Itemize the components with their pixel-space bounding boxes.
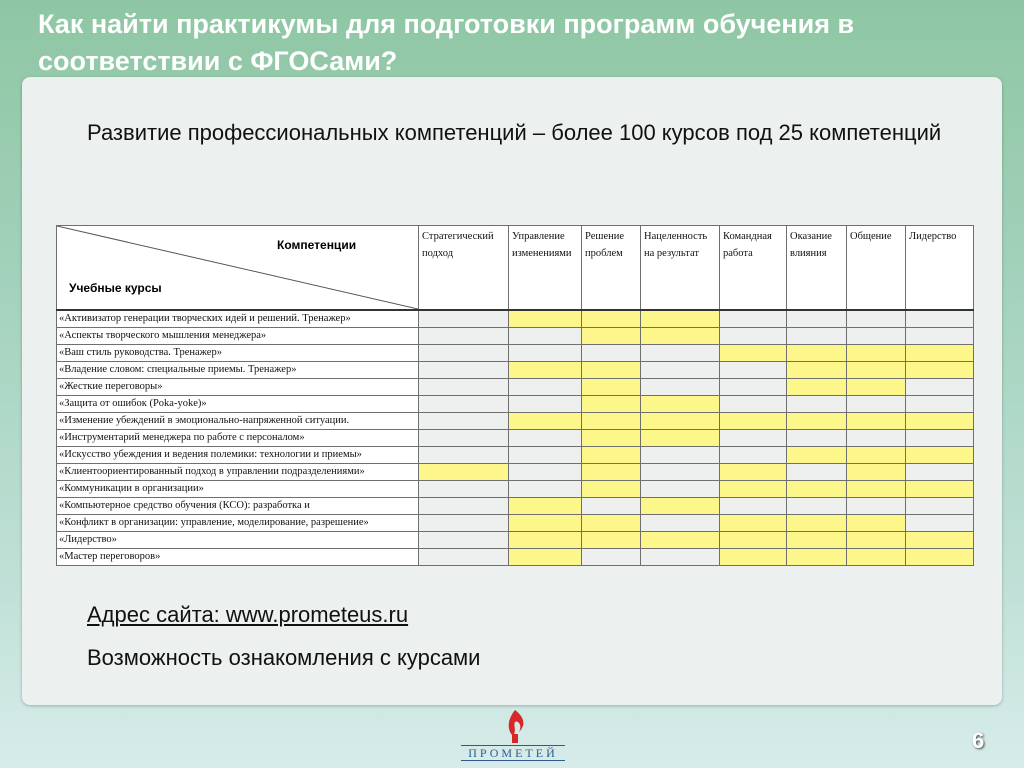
competency-empty-cell [906, 379, 974, 396]
competency-marked-cell [509, 532, 582, 549]
table-row [57, 310, 974, 328]
competency-empty-cell [720, 430, 787, 447]
competency-marked-cell [582, 515, 641, 532]
table-row [57, 498, 974, 515]
diagonal-divider [57, 226, 418, 309]
competency-marked-cell [906, 481, 974, 498]
competency-empty-cell [720, 379, 787, 396]
competency-marked-cell [641, 498, 720, 515]
competency-empty-cell [906, 396, 974, 413]
table-row [57, 532, 974, 549]
competency-empty-cell [419, 481, 509, 498]
competency-empty-cell [847, 430, 906, 447]
competency-matrix-table [56, 225, 974, 566]
table-row [57, 464, 974, 481]
competency-empty-cell [509, 447, 582, 464]
competency-empty-cell [787, 310, 847, 328]
competency-empty-cell [509, 481, 582, 498]
table-body [57, 310, 974, 566]
table-row [57, 481, 974, 498]
competency-empty-cell [720, 362, 787, 379]
competency-marked-cell [906, 413, 974, 430]
competency-empty-cell [419, 310, 509, 328]
competency-empty-cell [906, 430, 974, 447]
competency-empty-cell [847, 396, 906, 413]
competency-empty-cell [787, 430, 847, 447]
access-text: Возможность ознакомления с курсами [87, 645, 481, 670]
competency-marked-cell [720, 345, 787, 362]
course-name-cell: «Лидерство» [57, 532, 419, 549]
competency-empty-cell [720, 328, 787, 345]
column-header: Управление изменениями [509, 226, 582, 311]
course-name-cell: «Изменение убеждений в эмоционально-напряженной ситуации. [57, 413, 419, 430]
competency-empty-cell [720, 310, 787, 328]
competency-empty-cell [641, 345, 720, 362]
competency-marked-cell [787, 515, 847, 532]
competency-marked-cell [582, 481, 641, 498]
competency-empty-cell [419, 379, 509, 396]
slide-title: Как найти практикумы для подготовки программ обучения в соответствии с ФГОСами? [38, 9, 855, 76]
competency-empty-cell [720, 396, 787, 413]
competency-marked-cell [720, 515, 787, 532]
page-number: 6 [972, 728, 985, 753]
competency-empty-cell [419, 430, 509, 447]
competency-marked-cell [641, 430, 720, 447]
competency-empty-cell [509, 345, 582, 362]
column-header: Стратегический подход [419, 226, 509, 311]
competency-empty-cell [641, 481, 720, 498]
table-row [57, 379, 974, 396]
competency-empty-cell [419, 498, 509, 515]
competency-empty-cell [509, 396, 582, 413]
course-name-cell: «Конфликт в организации: управление, моделирование, разрешение» [57, 515, 419, 532]
flame-icon [501, 708, 529, 744]
table-row [57, 447, 974, 464]
competency-marked-cell [720, 549, 787, 566]
competency-marked-cell [847, 515, 906, 532]
competency-marked-cell [787, 481, 847, 498]
competency-empty-cell [906, 464, 974, 481]
competency-marked-cell [847, 413, 906, 430]
competency-marked-cell [582, 413, 641, 430]
competency-empty-cell [641, 549, 720, 566]
competency-marked-cell [847, 379, 906, 396]
competency-empty-cell [787, 396, 847, 413]
course-name-cell: «Жесткие переговоры» [57, 379, 419, 396]
competency-marked-cell [906, 362, 974, 379]
competency-empty-cell [509, 430, 582, 447]
corner-competencies-label: Компетенции [277, 238, 357, 252]
competency-empty-cell [906, 498, 974, 515]
competency-empty-cell [847, 310, 906, 328]
competency-empty-cell [419, 345, 509, 362]
competency-empty-cell [419, 549, 509, 566]
course-name-cell: «Клиентоориентированный подход в управлении подразделениями» [57, 464, 419, 481]
competency-empty-cell [509, 379, 582, 396]
table-row [57, 549, 974, 566]
competency-marked-cell [787, 532, 847, 549]
competency-marked-cell [787, 413, 847, 430]
competency-marked-cell [906, 532, 974, 549]
competency-marked-cell [582, 328, 641, 345]
column-header: Нацеленность на результат [641, 226, 720, 311]
competency-marked-cell [582, 310, 641, 328]
course-name-cell: «Владение словом: специальные приемы. Тренажер» [57, 362, 419, 379]
competency-marked-cell [720, 413, 787, 430]
table-header-row [57, 226, 974, 311]
competency-empty-cell [419, 328, 509, 345]
table-row [57, 362, 974, 379]
competency-empty-cell [509, 328, 582, 345]
competency-empty-cell [787, 498, 847, 515]
competency-empty-cell [582, 345, 641, 362]
course-name-cell: «Компьютерное средство обучения (КСО): разработка и [57, 498, 419, 515]
competency-marked-cell [582, 464, 641, 481]
course-name-cell: «Мастер переговоров» [57, 549, 419, 566]
competency-empty-cell [787, 464, 847, 481]
competency-marked-cell [641, 310, 720, 328]
competency-empty-cell [419, 447, 509, 464]
competency-empty-cell [906, 515, 974, 532]
competency-empty-cell [641, 447, 720, 464]
column-header: Решение проблем [582, 226, 641, 311]
competency-marked-cell [847, 532, 906, 549]
competency-empty-cell [641, 379, 720, 396]
course-name-cell: «Инструментарий менеджера по работе с персоналом» [57, 430, 419, 447]
corner-courses-label: Учебные курсы [69, 281, 162, 295]
competency-empty-cell [906, 310, 974, 328]
table-row [57, 345, 974, 362]
column-header: Общение [847, 226, 906, 311]
competency-marked-cell [787, 379, 847, 396]
competency-marked-cell [509, 310, 582, 328]
competency-marked-cell [787, 549, 847, 566]
competency-marked-cell [787, 447, 847, 464]
competency-marked-cell [582, 447, 641, 464]
competency-empty-cell [419, 413, 509, 430]
competency-marked-cell [582, 379, 641, 396]
content-panel [22, 77, 1002, 705]
table-row [57, 430, 974, 447]
competency-marked-cell [847, 549, 906, 566]
column-header: Командная работа [720, 226, 787, 311]
logo-text: ПРОМЕТЕЙ [461, 745, 565, 761]
competency-marked-cell [847, 447, 906, 464]
competency-empty-cell [509, 464, 582, 481]
competency-empty-cell [720, 498, 787, 515]
competency-marked-cell [720, 532, 787, 549]
column-header: Оказание влияния [787, 226, 847, 311]
course-name-cell: «Аспекты творческого мышления менеджера» [57, 328, 419, 345]
competency-marked-cell [720, 464, 787, 481]
competency-marked-cell [641, 328, 720, 345]
course-name-cell: «Активизатор генерации творческих идей и решений. Тренажер» [57, 310, 419, 328]
competency-empty-cell [582, 498, 641, 515]
competency-marked-cell [847, 345, 906, 362]
competency-marked-cell [582, 430, 641, 447]
competency-marked-cell [509, 549, 582, 566]
competency-marked-cell [847, 481, 906, 498]
competency-empty-cell [419, 362, 509, 379]
course-name-cell: «Искусство убеждения и ведения полемики: технологии и приемы» [57, 447, 419, 464]
table-corner-cell [57, 226, 419, 311]
competency-marked-cell [419, 464, 509, 481]
competency-marked-cell [582, 362, 641, 379]
competency-marked-cell [509, 362, 582, 379]
competency-marked-cell [847, 362, 906, 379]
course-name-cell: «Защита от ошибок (Poka-yoke)» [57, 396, 419, 413]
competency-empty-cell [582, 549, 641, 566]
competency-marked-cell [787, 362, 847, 379]
competency-marked-cell [641, 532, 720, 549]
competency-marked-cell [720, 481, 787, 498]
competency-marked-cell [906, 549, 974, 566]
intro-text: Развитие профессиональных компетенций – более 100 курсов под 25 компетенций [87, 120, 942, 145]
table-row [57, 396, 974, 413]
competency-marked-cell [509, 498, 582, 515]
competency-marked-cell [509, 515, 582, 532]
competency-marked-cell [509, 413, 582, 430]
competency-marked-cell [641, 413, 720, 430]
competency-empty-cell [419, 532, 509, 549]
competency-marked-cell [787, 345, 847, 362]
competency-empty-cell [419, 515, 509, 532]
competency-empty-cell [847, 328, 906, 345]
competency-empty-cell [641, 515, 720, 532]
competency-marked-cell [582, 396, 641, 413]
competency-empty-cell [419, 396, 509, 413]
competency-marked-cell [641, 396, 720, 413]
competency-marked-cell [906, 345, 974, 362]
course-name-cell: «Ваш стиль руководства. Тренажер» [57, 345, 419, 362]
competency-marked-cell [847, 464, 906, 481]
competency-empty-cell [720, 447, 787, 464]
competency-marked-cell [906, 447, 974, 464]
competency-empty-cell [787, 328, 847, 345]
course-name-cell: «Коммуникации в организации» [57, 481, 419, 498]
competency-empty-cell [906, 328, 974, 345]
competency-empty-cell [847, 498, 906, 515]
site-address-link[interactable]: Адрес сайта: www.prometeus.ru [87, 602, 409, 627]
column-header: Лидерство [906, 226, 974, 311]
competency-empty-cell [641, 362, 720, 379]
table-row [57, 413, 974, 430]
prometey-logo [461, 708, 565, 764]
table-row [57, 328, 974, 345]
competency-empty-cell [641, 464, 720, 481]
table-row [57, 515, 974, 532]
competency-marked-cell [582, 532, 641, 549]
